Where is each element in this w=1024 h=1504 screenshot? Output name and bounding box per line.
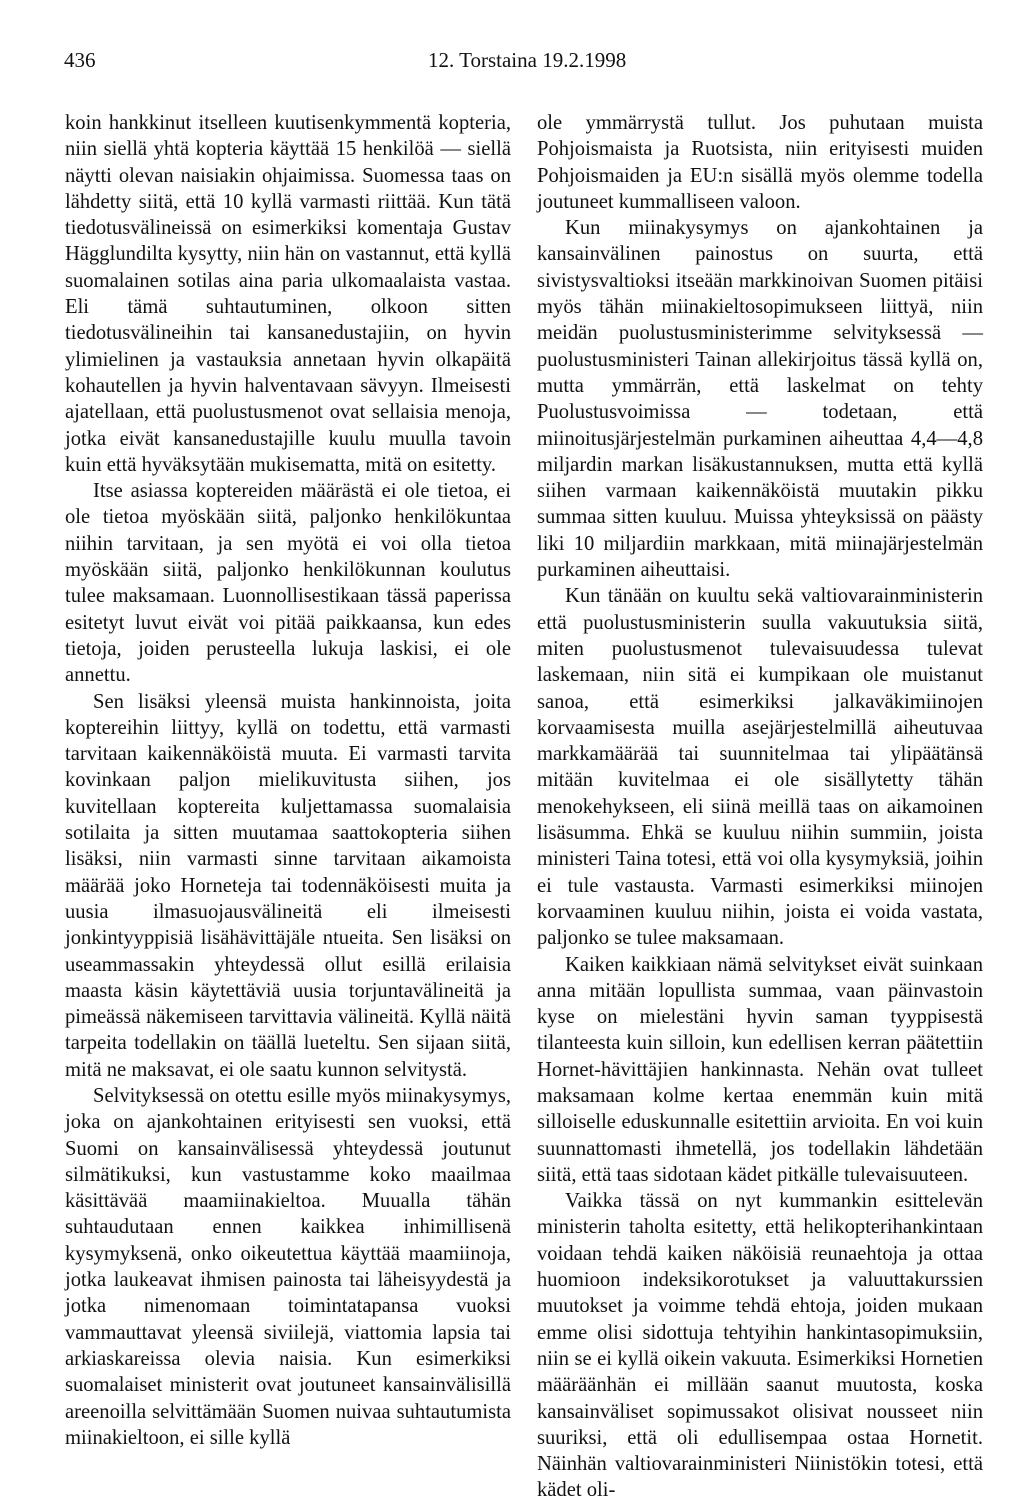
right-column (537, 110, 983, 1504)
paragraph: Itse asiassa koptereiden määrästä ei ole tietoa, ei ole tietoa myöskään siitä, paljonko henkilökuntaa niihin tarvitaan, ja sen myötä ei voi olla tietoa myöskään siitä, paljonko henkilökunnan koulutus tulee maksamaan. Luonnollisestikaan tässä paperissa esitetyt luvut eivät voi pitää paikkaansa, kun edes tietoja, joiden perusteella lukuja laskisi, ei ole annettu. (65, 480, 511, 687)
paragraph: Kaiken kaikkiaan nämä selvitykset eivät suinkaan anna mitään lopullista summaa, vaan päinvastoin kyse on mielestäni hyvin saman tyyppisestä tilanteesta kuin silloin, kun edellisen kerran päätettiin Hornet-hävittäjien hankinnasta. Nehän ovat tulleet maksamaan kolme kertaa enemmän kuin mitä silloiselle eduskunnalle esitettiin arvioita. En voi kuin suunnattomasti ihmetellä, jos todellakin lähdetään siitä, että taas sidotaan kädet pitkälle tulevaisuuteen. (537, 953, 983, 1186)
paragraph: Vaikka tässä on nyt kummankin esittelevän ministerin taholta esitetty, että helikopterihankintaan voidaan tehdä kaiken näköisiä reunaehtoja ja ottaa huomioon indeksikorotukset ja valuuttakurssien muutokset ja voimme tehdä ehtoja, joiden mukaan emme olisi sidottuja tehtyihin hankintasopimuksiin, niin se ei kyllä oikein vakuuta. Esimerkiksi Hornetien määräänhän ei millään saanut muutosta, koska kansainväliset sopimussakot olisivat nousseet niin suuriksi, että oli edullisempaa ostaa Hornetit. Näinhän valtiovarainministeri Niinistökin totesi, että kädet oli- (537, 1190, 983, 1502)
paragraph: ole ymmärrystä tullut. Jos puhutaan muista Pohjoismaista ja Ruotsista, niin erityisesti muiden Pohjoismaiden ja EU:n sisällä myös olemme todella joutuneet kummalliseen valoon. (537, 112, 983, 213)
left-column (65, 110, 511, 1451)
paragraph: koin hankkinut itselleen kuutisenkymmentä kopteria, niin siellä yhtä kopteria käyttää 15 henkilöä — siellä näytti olevan naisiakin ohjaimissa. Suomessa taas on lähdetty siitä, että 10 kyllä varmasti riittää. Kun tätä tiedotusvälineissä on esimerkiksi komentaja Gustav Hägglundilta kysytty, niin hän on vastannut, että kyllä suomalainen sotilas aina paria ulkomaalaista vastaa. Eli tämä suhtautuminen, olkoon sitten tiedotusvälineihin tai kansanedustajiin, on hyvin ylimielinen ja vastauksia annetaan hyvin olkapäitä kohautellen ja hyvin halventavaan sävyyn. Ilmeisesti ajatellaan, että puolustusmenot ovat sellaisia menoja, jotka eivät kansanedustajille kuulu muulla tavoin kuin että hyväksytään mukisematta, mitä on esitetty. (65, 112, 511, 476)
page-header (64, 48, 964, 78)
paragraph: Selvityksessä on otettu esille myös miinakysymys, joka on ajankohtainen erityisesti sen vuoksi, että Suomi on kansainvälisessä yhteydessä joutunut silmätikuksi, kun vastustamme koko maailmaa käsittävää maamiinakieltoa. Muualla tähän suhtaudutaan ennen kaikkea inhimillisenä kysymyksenä, onko oikeutettua käyttää maamiinoja, jotka laukeavat ihmisen painosta tai läheisyydestä ja jotka nimenomaan toimintatapansa vuoksi vammauttavat yleensä siviilejä, viattomia lapsia tai arkiaskareissa olevia naisia. Kun esimerkiksi suomalaiset ministerit ovat joutuneet kansainvälisillä areenoilla selvittämään Suomen nuivaa suhtautumista miinakieltoon, ei sille kyllä (65, 1084, 511, 1449)
paragraph: Kun miinakysymys on ajankohtainen ja kansainvälinen painostus on suurta, että sivistysvaltioksi itseään markkinoivan Suomen pitäisi myös tähän miinakieltosopimukseen liittyä, niin meidän puolustusministerimme selvityksessä — puolustusministeri Tainan allekirjoitus tässä kyllä on, mutta ymmärrän, että laskelmat on tehty Puolustusvoimissa — todetaan, että miinoitusjärjestelmän purkaminen aiheuttaa 4,4—4,8 miljardin markan lisäkustannuksen, mutta että kyllä siihen varmaan kaikennäköistä muutakin pikku summaa sitten kuuluu. Muissa yhteyksissä on päästy liki 10 miljardiin markkaan, mitä miinajärjestelmän purkaminen aiheuttaisi. (537, 217, 983, 582)
paragraph: Kun tänään on kuultu sekä valtiovarainministerin että puolustusministerin suulla vakuutuksia siitä, miten puolustusmenot tulevaisuudessa tulevat laskemaan, niin sitä ei kumpikaan ole muistanut sanoa, että esimerkiksi jalkaväkimiinojen korvaamisesta muilla asejärjestelmillä aiheutuvaa markkamäärää tai suunnitelmaa tai ylipäätänsä mitään kuvitelmaa ei ole sisällytetty tähän menokehykseen, eli siinä meillä taas on aikamoinen lisäsumma. Ehkä se kuuluu niihin summiin, joista ministeri Taina totesi, että voi olla kysymyksiä, joihin ei tule vastausta. Varmasti esimerkiksi miinojen korvaaminen kuuluu niihin, joista ei voida vastata, paljonko se tulee maksamaan. (537, 585, 983, 950)
page-number: 436 (64, 48, 96, 72)
paragraph: Sen lisäksi yleensä muista hankinnoista, joita koptereihin liittyy, kyllä on todettu, että varmasti tarvitaan kaikennäköistä muuta. Ei varmasti tarvita kovinkaan paljon mielikuvitusta siihen, jos kuvitellaan koptereita kuljettamassa suomalaisia sotilaita ja sitten muutamaa saattokopteria siihen lisäksi, niin varmasti sinne tarvitaan aikamoista määrää joko Horneteja tai todennäköisesti muita ja uusia ilmasuojausvälineitä eli ilmeisesti jonkintyyppisiä lisähävittäjäle ntueita. Sen lisäksi on useammassakin yhteydessä ollut esillä erilaisia maasta käsin käytettäviä uusia torjuntavälineitä ja pimeässä näkemiseen tarvittavia välineitä. Kyllä näitä tarpeita todellakin on täällä lueteltu. Sen sijaan siitä, mitä ne maksavat, ei ole saatu kunnon selvitystä. (65, 690, 511, 1081)
running-head: 12. Torstaina 19.2.1998 (428, 48, 627, 72)
